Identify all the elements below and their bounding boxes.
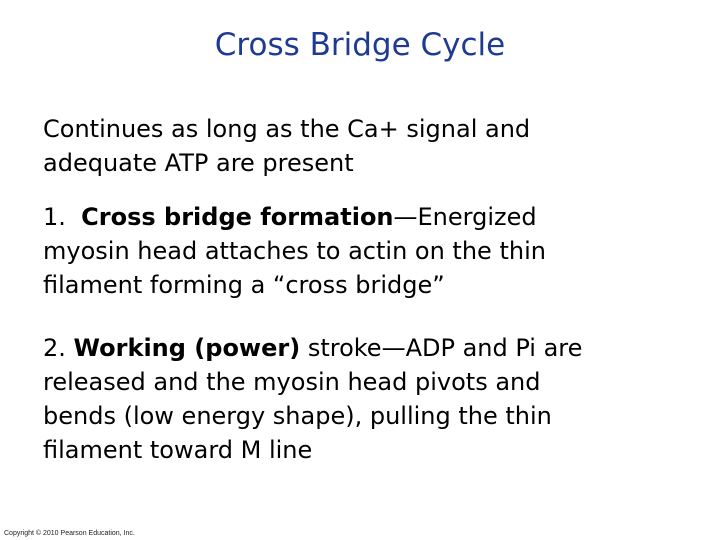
intro-paragraph	[43, 112, 683, 180]
step-2-paragraph	[43, 331, 683, 467]
step-2-line-1-rest: stroke—ADP and Pi are	[307, 334, 583, 362]
step-1-line-3: filament forming a “cross bridge”	[43, 271, 445, 299]
step-1-term: Cross bridge formation	[81, 203, 394, 231]
step-2-line-3: bends (low energy shape), pulling the thin	[43, 402, 552, 430]
step-1-line-2: myosin head attaches to actin on the thin	[43, 237, 546, 265]
step-2-line-1	[43, 331, 683, 365]
step-2-line-4: filament toward M line	[43, 436, 313, 464]
step-1-number: 1.	[43, 203, 66, 231]
step-2-line-2: released and the myosin head pivots and	[43, 368, 541, 396]
step-1-line-1	[43, 200, 683, 234]
copyright-notice: Copyright © 2010 Pearson Education, Inc.	[4, 530, 135, 537]
step-2-number: 2.	[43, 334, 66, 362]
step-2-term: Working (power)	[73, 334, 301, 362]
intro-line-2: adequate ATP are present	[43, 149, 354, 177]
step-1-paragraph	[43, 200, 683, 302]
step-1-line-1-rest: —Energized	[393, 203, 537, 231]
slide-title: Cross Bridge Cycle	[214, 27, 506, 63]
intro-line-1: Continues as long as the Ca+ signal and	[43, 115, 531, 143]
